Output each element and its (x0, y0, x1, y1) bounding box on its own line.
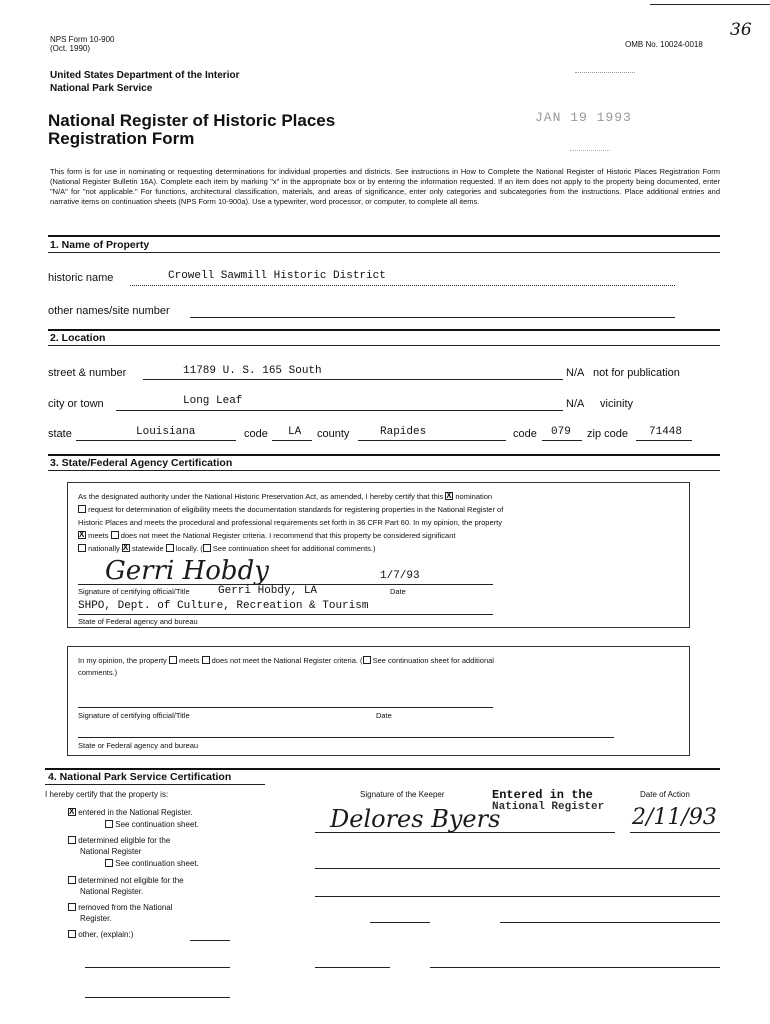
action-label: Date of Action (640, 790, 690, 799)
opinion-date-label: Date (376, 711, 392, 720)
form-id: NPS Form 10-900 (50, 35, 115, 44)
eligible-continuation-checkbox[interactable] (105, 859, 113, 867)
nationally-checkbox[interactable] (78, 544, 86, 552)
option-entered-sub-label: See continuation sheet. (115, 820, 199, 829)
form-title-line1: National Register of Historic Places (48, 111, 336, 130)
nfp-mark[interactable]: N/A (566, 367, 585, 379)
option-entered (68, 808, 193, 817)
opinion-agency-label: State or Federal agency and bureau (78, 741, 199, 750)
section2-underline (48, 345, 720, 346)
county-code-value[interactable]: 079 (551, 426, 571, 438)
section4-title: 4. National Park Service Certification (48, 771, 232, 783)
other-checkbox[interactable] (68, 930, 76, 938)
section4-rule (45, 768, 720, 770)
cert-locally-label: locally. ( (175, 544, 203, 553)
opinion-continuation-checkbox[interactable] (363, 656, 371, 664)
omb-number: OMB No. 10024-0018 (625, 40, 703, 49)
cert-statewide-label: statewide (131, 544, 164, 553)
county-code-label: code (513, 428, 537, 440)
section2-rule (48, 329, 720, 331)
meets-checkbox[interactable] (78, 531, 86, 539)
cert-continuation-label: See continuation sheet for additional comments.) (212, 544, 376, 553)
section4-underline (45, 784, 265, 785)
state-code-line (272, 440, 312, 441)
removed-checkbox[interactable] (68, 903, 76, 911)
other-names-label: other names/site number (48, 305, 170, 317)
option-eligible (68, 836, 170, 845)
entered-stamp-line1: Entered in the (492, 788, 593, 802)
zip-label: zip code (587, 428, 628, 440)
option-not-eligible-label: determined not eligible for the (78, 876, 184, 885)
nfp-label: not for publication (593, 367, 680, 379)
keeper-line-3 (315, 896, 720, 897)
county-code-line (542, 440, 582, 441)
cert-continuation-checkbox[interactable] (203, 544, 211, 552)
stamp-smudge (575, 72, 635, 73)
vicinity-label: vicinity (600, 398, 634, 410)
option-not-eligible-label2: National Register. (80, 887, 144, 896)
opinion-not-meet-checkbox[interactable] (202, 656, 210, 664)
option-removed-label2: Register. (80, 914, 112, 923)
historic-name-line (130, 285, 675, 286)
opinion-cont-label: See continuation sheet for additional (372, 656, 494, 665)
cert-line1-text: As the designated authority under the National Historic Preservation Act, as amended, I hereby certify that this (78, 492, 444, 501)
option-other (68, 930, 133, 939)
keeper-line-4b (500, 922, 720, 923)
cert-line4 (78, 531, 455, 540)
service: National Park Service (50, 83, 153, 94)
county-value[interactable]: Rapides (380, 426, 427, 438)
bottom-line-3 (430, 967, 720, 968)
cert-nomination-label: nomination (455, 492, 493, 501)
other-names-line[interactable] (190, 317, 675, 318)
opinion-line1 (78, 656, 494, 665)
county-line (358, 440, 506, 441)
signature-label: Signature of certifying official/Title (78, 587, 190, 596)
option-not-eligible (68, 876, 184, 885)
not-eligible-checkbox[interactable] (68, 876, 76, 884)
keeper-line-1 (315, 832, 615, 833)
bottom-line-4 (85, 997, 230, 998)
state-code-label: code (244, 428, 268, 440)
request-checkbox[interactable] (78, 505, 86, 513)
cert-line1 (78, 492, 492, 501)
option-eligible-label2: National Register (80, 847, 142, 856)
form-title-line2: Registration Form (48, 129, 195, 148)
opinion-agency-line[interactable] (78, 737, 614, 738)
section3-underline (48, 470, 720, 471)
signature-date-label: Date (390, 587, 406, 596)
other-explain-line[interactable] (190, 940, 230, 941)
street-label: street & number (48, 367, 127, 379)
opinion-signature-line[interactable] (78, 707, 493, 708)
bottom-line-2 (315, 967, 390, 968)
top-edge-line (650, 4, 770, 5)
cert-line3: Historic Places and meets the procedural and professional requirements set forth in 36 CFR Part 60. In my opinion, the property (78, 518, 502, 527)
section1-rule (48, 235, 720, 237)
city-value[interactable]: Long Leaf (183, 395, 243, 407)
keeper-label: Signature of the Keeper (360, 790, 445, 799)
form-date: (Oct. 1990) (50, 44, 91, 53)
cert-line5 (78, 544, 376, 553)
signature-typed: Gerri Hobdy, LA (218, 585, 318, 597)
handwritten-signature: Gerri Hobdy (105, 556, 269, 586)
intro-paragraph: This form is for use in nominating or requesting determinations for individual properties and districts. See instructions in How to Complete the National Register of Historic Places Registration Form (National Register Bulletin 16A). Complete each item by marking "x" in the appropriate box or by entering the information requested. If an item does not apply to the property being documented, enter "N/A" for "not applicable." For functions, architectural classification, materials, and areas of significance, enter only categories and subcategories from the instructions. Place additional entries and narrative items on continuation sheets (NPS Form 10-900a). Use a typewriter, word processor, or computer, to complete all items. (50, 167, 720, 206)
eligible-checkbox[interactable] (68, 836, 76, 844)
entered-checkbox[interactable] (68, 808, 76, 816)
historic-name-value[interactable]: Crowell Sawmill Historic District (168, 270, 386, 282)
agency-label: State of Federal agency and bureau (78, 617, 198, 626)
does-not-meet-checkbox[interactable] (111, 531, 119, 539)
cert-line2-text: request for determination of eligibility meets the documentation standards for registering properties in the National Register of (88, 505, 504, 514)
section3-title: 3. State/Federal Agency Certification (50, 457, 233, 469)
stamp-smudge-2 (570, 150, 610, 151)
signature-date: 1/7/93 (380, 570, 420, 582)
street-value[interactable]: 11789 U. S. 165 South (183, 365, 322, 377)
option-eligible-sub-label: See continuation sheet. (115, 859, 199, 868)
department: United States Department of the Interior (50, 70, 240, 81)
county-label: county (317, 428, 350, 440)
state-label: state (48, 428, 72, 440)
hereby-text: I hereby certify that the property is: (45, 790, 169, 799)
locally-checkbox[interactable] (166, 544, 174, 552)
opinion-signature-label: Signature of certifying official/Title (78, 711, 190, 720)
cert-nationally-label: nationally (88, 544, 120, 553)
opinion-meets-checkbox[interactable] (169, 656, 177, 664)
section1-underline (48, 252, 720, 253)
option-eligible-label: determined eligible for the (78, 836, 171, 845)
section1-title: 1. Name of Property (50, 239, 150, 251)
bottom-line-1 (85, 967, 230, 968)
received-stamp: JAN 19 1993 (535, 110, 632, 125)
action-line-1 (630, 832, 720, 833)
agency-value[interactable]: SHPO, Dept. of Culture, Recreation & Tourism (78, 600, 369, 612)
opinion-line1-text: In my opinion, the property (78, 656, 167, 665)
page-mark: 36 (730, 20, 752, 40)
state-line (76, 440, 236, 441)
option-removed (68, 903, 173, 912)
statewide-checkbox[interactable] (122, 544, 130, 552)
historic-name-label: historic name (48, 272, 114, 284)
section2-title: 2. Location (50, 332, 106, 344)
street-line (143, 379, 563, 380)
opinion-meets-label: meets (179, 656, 200, 665)
keeper-line-4a (370, 922, 430, 923)
vicinity-mark[interactable]: N/A (566, 398, 585, 410)
cert-meets-label: meets (88, 531, 109, 540)
action-date: 2/11/93 (632, 805, 717, 830)
opinion-not-label: does not meet the National Register criteria. ( (211, 656, 363, 665)
option-removed-label: removed from the National (78, 903, 173, 912)
option-other-label: other, (explain:) (78, 930, 134, 939)
keeper-line-2 (315, 868, 720, 869)
agency-line (78, 614, 493, 615)
option-entered-sub (105, 820, 199, 829)
cert-line4-text: does not meet the National Register criteria. I recommend that this property be considered significant (120, 531, 456, 540)
state-code-value[interactable]: LA (288, 426, 302, 438)
option-eligible-sub (105, 859, 199, 868)
option-entered-label: entered in the National Register. (78, 808, 193, 817)
entered-continuation-checkbox[interactable] (105, 820, 113, 828)
city-line (116, 410, 563, 411)
nomination-checkbox[interactable] (445, 492, 453, 500)
city-label: city or town (48, 398, 104, 410)
opinion-line2: comments.) (78, 668, 118, 677)
zip-value[interactable]: 71448 (649, 426, 683, 438)
section3-rule (48, 454, 720, 456)
cert-line2 (78, 505, 503, 514)
entered-stamp-line2: National Register (492, 801, 605, 813)
keeper-signature: Delores Byers (330, 805, 501, 833)
state-value[interactable]: Louisiana (136, 426, 196, 438)
zip-line (636, 440, 692, 441)
